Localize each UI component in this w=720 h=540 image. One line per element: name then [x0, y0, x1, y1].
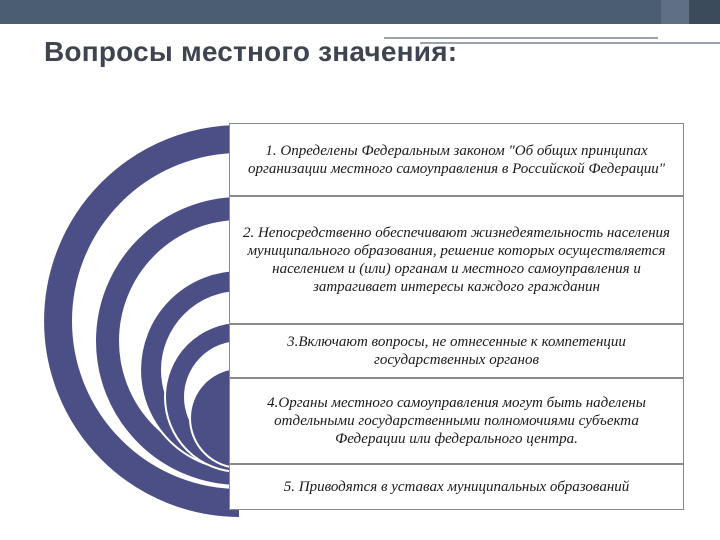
item-text: 4.Органы местного самоуправления могут быть наделены отдельными государственными полномочиями субъекта Федерации или федерального центра.: [267, 395, 646, 447]
item-text: 2. Непосредственно обеспечивают жизнедеятельность населения муниципального образования, решение которых осуществляется населением и (или) органам и местного самоуправления и затрагивает интересы каждого гражданин: [242, 225, 671, 295]
item-box-5: [229, 464, 684, 510]
item-text: 3.Включают вопросы, не отнесенные к компетенции государственных органов: [287, 334, 626, 368]
item-box-2: [229, 196, 684, 324]
page-title: Вопросы местного значения:: [44, 36, 458, 67]
item-box-4: [229, 378, 684, 464]
item-text: 1. Определены Федеральным законом "Об общих принципах организации местного самоуправления в Российской Федерации": [247, 142, 666, 177]
item-text: 5. Приводятся в уставах муниципальных образований: [283, 479, 630, 495]
item-box-3: [229, 324, 684, 378]
item-box-1: [229, 123, 684, 196]
